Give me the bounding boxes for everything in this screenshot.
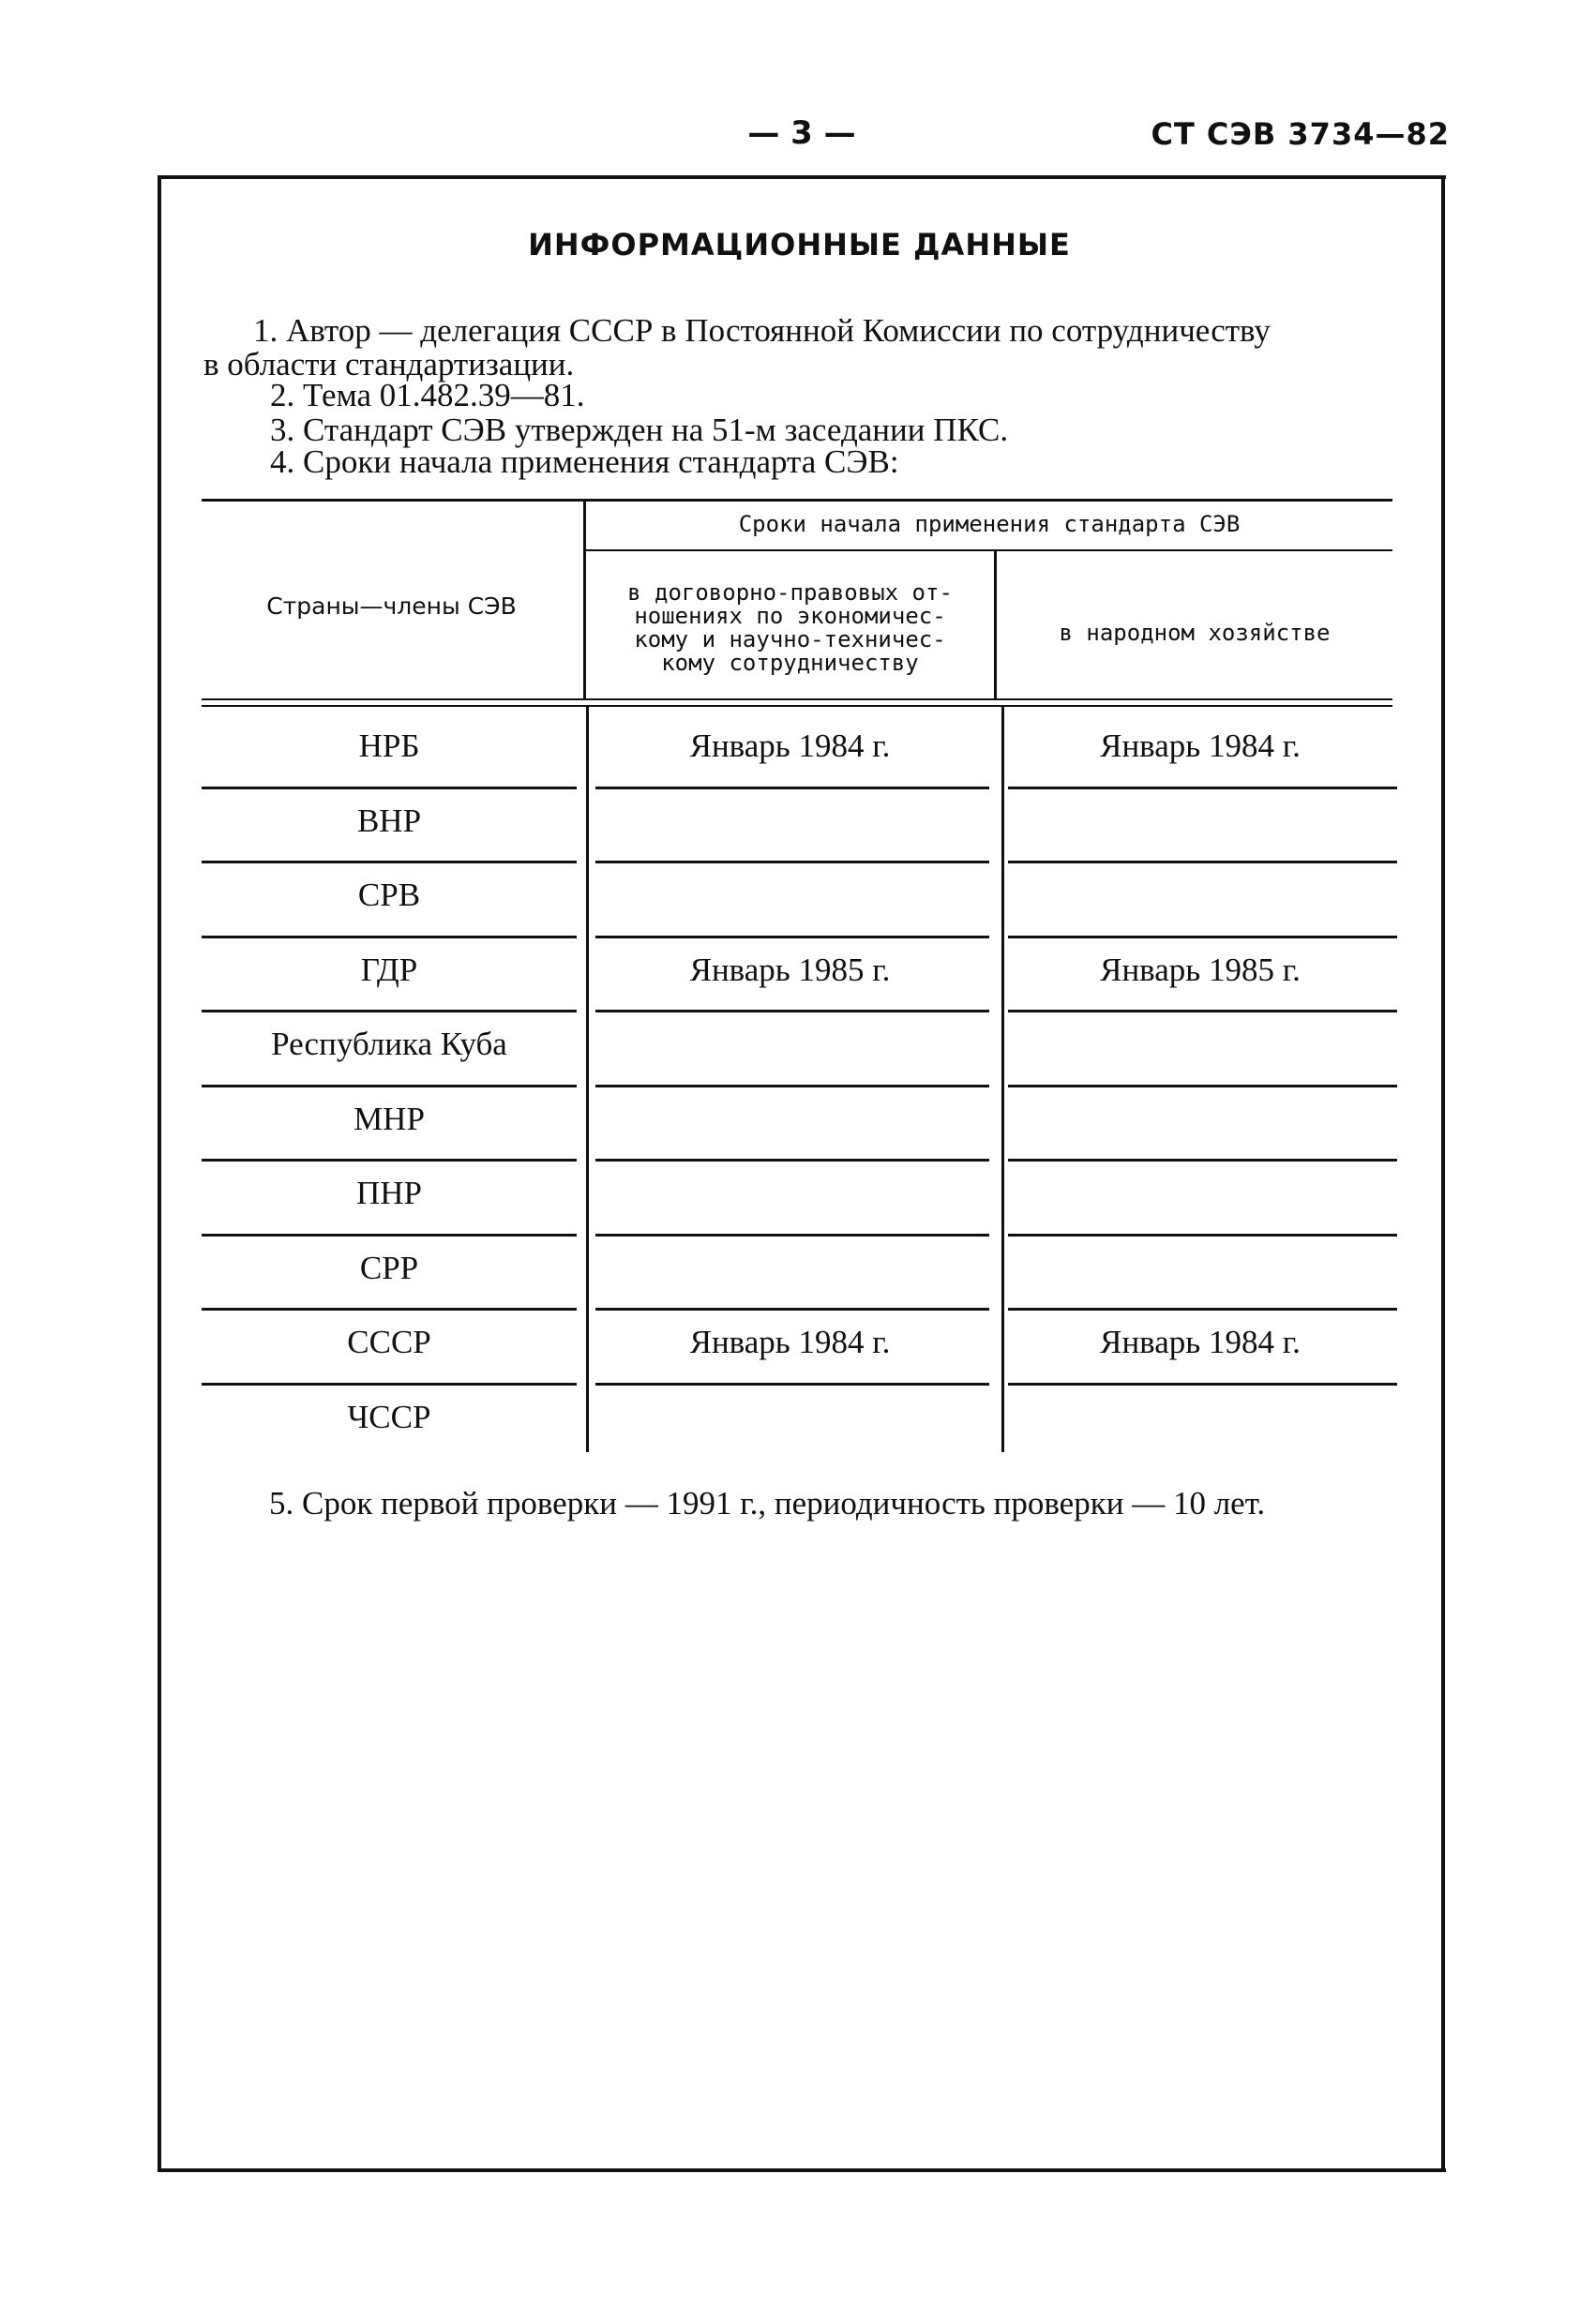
country-cell: МНР: [354, 1100, 425, 1137]
row-separator: [202, 1085, 577, 1087]
economy-date-cell: Январь 1984 г.: [1100, 1324, 1301, 1360]
row-separator: [595, 1383, 989, 1386]
row-separator: [595, 1308, 989, 1311]
row-separator: [1008, 1383, 1397, 1386]
header-bottom-double-rule-2: [202, 705, 1392, 707]
row-separator: [1008, 1085, 1397, 1087]
country-cell: НРБ: [358, 727, 420, 764]
contract-date-cell: Январь 1984 г.: [689, 727, 891, 764]
body-divider-right: [1001, 707, 1004, 1452]
frame-left-rule: [158, 175, 161, 2172]
country-cell: СССР: [347, 1324, 431, 1360]
row-separator: [595, 1085, 989, 1087]
country-cell: ВНР: [356, 802, 422, 839]
economy-date-cell: Январь 1985 г.: [1100, 951, 1301, 988]
column-header-contract-line-1: в договорно-правовых от-: [627, 579, 953, 606]
section-title: ИНФОРМАЦИОННЫЕ ДАННЫЕ: [528, 227, 1071, 262]
row-separator: [1008, 1010, 1397, 1012]
row-separator: [595, 1159, 989, 1162]
contract-date-cell: Январь 1985 г.: [689, 951, 891, 988]
row-separator: [1008, 861, 1397, 863]
row-separator: [595, 1234, 989, 1237]
row-separator: [1008, 787, 1397, 789]
row-separator: [1008, 1234, 1397, 1237]
country-cell: СРР: [359, 1249, 419, 1286]
row-separator: [595, 861, 989, 863]
country-cell: ЧССР: [347, 1398, 431, 1435]
column-header-contract-line-3: кому и научно-техничес-: [634, 626, 946, 652]
economy-date-cell: Январь 1984 г.: [1100, 727, 1301, 764]
item-2: 2. Тема 01.482.39—81.: [270, 377, 585, 413]
country-cell: ПНР: [355, 1175, 423, 1211]
table-top-rule: [202, 499, 1392, 502]
row-separator: [595, 1010, 989, 1012]
row-separator: [202, 1159, 577, 1162]
contract-date-cell: Январь 1984 г.: [689, 1324, 891, 1360]
row-separator: [202, 1010, 577, 1012]
body-divider-left: [586, 707, 589, 1452]
document-code: СТ СЭВ 3734—82: [1151, 116, 1450, 152]
row-separator: [202, 1234, 577, 1237]
row-separator: [202, 1308, 577, 1311]
row-separator: [595, 787, 989, 789]
item-1-line-1: 1. Автор — делегация СССР в Постоянной Комиссии по сотрудничеству: [253, 312, 1271, 349]
row-separator: [595, 936, 989, 938]
frame-bottom-rule: [158, 2168, 1446, 2172]
column-header-contract-line-4: кому сотрудничеству: [661, 650, 919, 676]
group-header-rule: [586, 549, 1392, 551]
row-separator: [1008, 936, 1397, 938]
country-cell: ГДР: [360, 951, 418, 988]
column-header-economy: в народном хозяйстве: [1059, 620, 1331, 646]
row-separator: [202, 936, 577, 938]
column-header-contract: [586, 581, 994, 675]
item-1-line-2: в области стандартизации.: [203, 346, 575, 382]
column-header-contract-line-2: ношениях по экономичес-: [634, 603, 946, 629]
header-bottom-double-rule-1: [202, 698, 1392, 700]
row-separator: [202, 787, 577, 789]
country-cell: СРВ: [357, 877, 421, 913]
page-number: — 3 —: [747, 114, 856, 152]
row-separator: [202, 1383, 577, 1386]
column-header-group: Сроки начала применения стандарта СЭВ: [738, 511, 1241, 537]
row-separator: [202, 861, 577, 863]
country-cell: Республика Куба: [271, 1026, 507, 1062]
item-4: 4. Сроки начала применения стандарта СЭВ:: [270, 443, 899, 480]
item-5: 5. Срок первой проверки — 1991 г., периодичность проверки — 10 лет.: [269, 1485, 1266, 1522]
item-3: 3. Стандарт СЭВ утвержден на 51-м заседании ПКС.: [270, 412, 1009, 448]
frame-top-rule: [159, 175, 1446, 179]
row-separator: [1008, 1308, 1397, 1311]
column-header-countries: Страны—члены СЭВ: [266, 592, 517, 620]
row-separator: [1008, 1159, 1397, 1162]
frame-right-rule: [1441, 175, 1445, 2172]
